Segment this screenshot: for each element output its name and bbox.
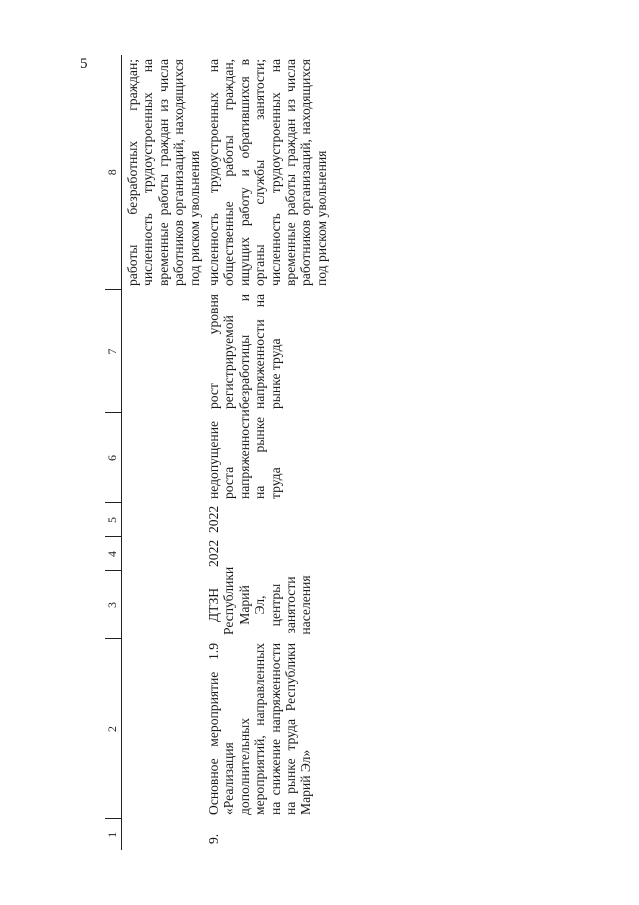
- executor: ДТЗН Республики Марий Эл, центры занятости населения: [206, 566, 314, 635]
- column-number-5: 5: [105, 503, 122, 537]
- column-number-3: 3: [105, 571, 122, 639]
- column-number-7: 7: [105, 290, 122, 413]
- row-number: 9.: [206, 833, 222, 844]
- measure-name: Основное мероприятие 1.9 «Реализация дополнительных мероприятий, направленных на снижение напряженности на рынке труда Республики Марий Эл»: [206, 643, 314, 815]
- column-number-header-row: [105, 55, 122, 850]
- measures-table: [105, 55, 331, 850]
- consequences: рост уровня регистрируемой безработицы и напряженности на рынке труда: [206, 294, 283, 409]
- table-row-9: [204, 55, 331, 850]
- continuation-indicators-cell: работы безработных граждан; численность трудоустроенных на временные работы граждан из числа работников организаций, находящихся под риском увольнения: [125, 59, 202, 286]
- page-number: 5: [80, 56, 88, 72]
- indicators: численность трудоустроенных на общественные работы граждан, ищущих работу и обратившихся в органы службы занятости; численность трудоустроенных на временные работы граждан из числа работников организаций, находящихся под риском увольнения: [206, 59, 329, 286]
- column-number-6: 6: [105, 413, 122, 503]
- expected-result: недопущение роста напряженности на рынке труда: [206, 409, 283, 499]
- column-number-1: 1: [105, 819, 122, 850]
- end-year: 2022: [206, 505, 222, 533]
- start-year: 2022: [206, 539, 222, 567]
- continuation-row: [122, 55, 205, 850]
- column-number-2: 2: [105, 639, 122, 819]
- column-number-4: 4: [105, 537, 122, 571]
- column-number-8: 8: [105, 55, 122, 290]
- rotated-table-page: [105, 55, 505, 850]
